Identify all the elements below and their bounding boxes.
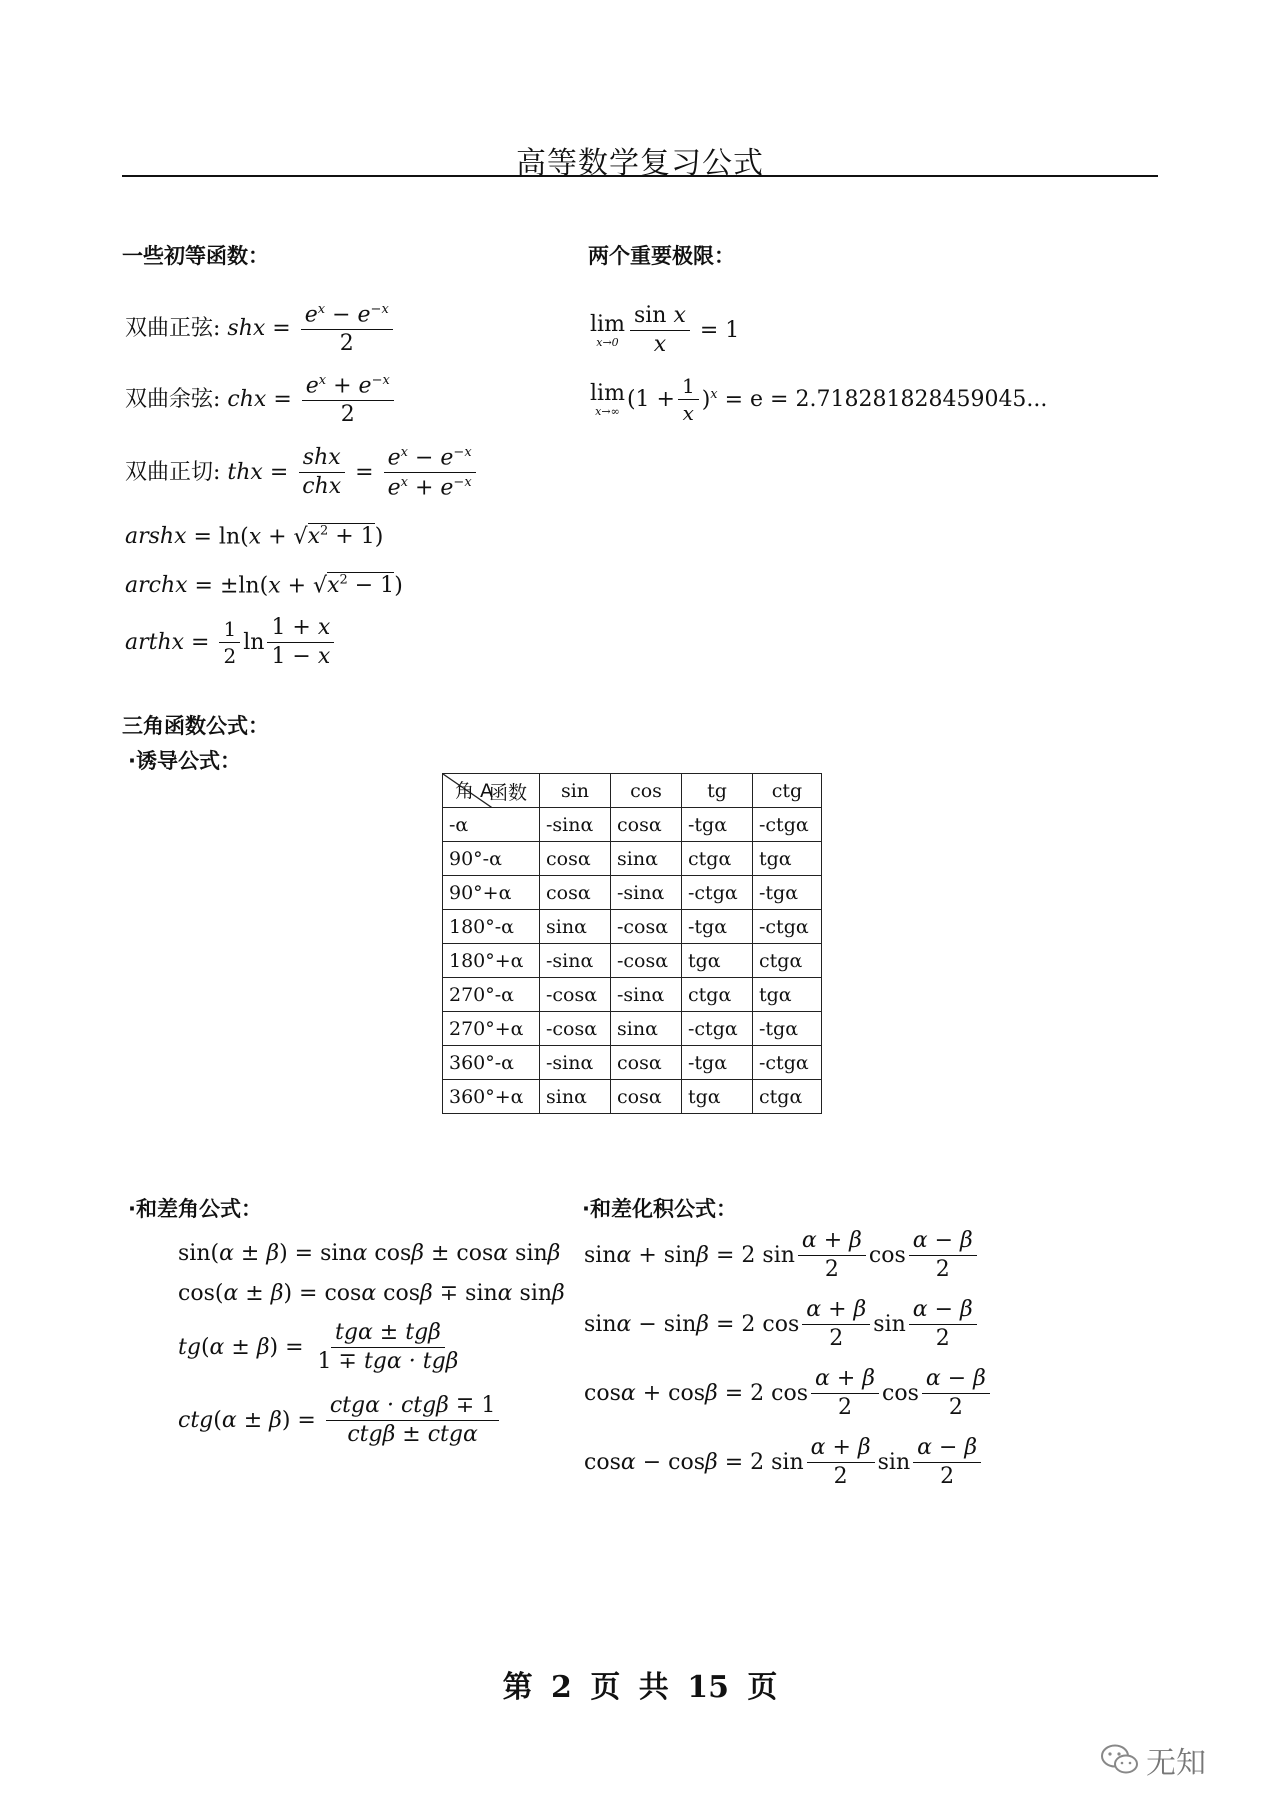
section-important-limits: 两个重要极限： — [588, 244, 735, 268]
table-row — [443, 944, 822, 978]
cosh-label: 双曲余弦 — [125, 387, 214, 413]
formula-sin-sum: sin(α ± β) = sinα cosβ ± cosα sinβ — [178, 1241, 561, 1266]
watermark — [1100, 1738, 1206, 1782]
table-cell: tgα — [753, 978, 822, 1012]
table-row — [443, 842, 822, 876]
table-cell: sinα — [540, 1080, 611, 1114]
formula-limit-sinx: lim x→0 $\frac{\text{sin x}}{x}$ = 1 — [590, 303, 740, 357]
formula-tanh: 双曲正切 : thx = $\frac{\text{shx}}{\text{chx}}$ = $\frac{e^x - e^{-x}}{e^x + e^{-x}}$ — [125, 446, 479, 500]
table-cell: -cosα — [540, 978, 611, 1012]
table-header: ctg — [753, 774, 822, 808]
table-cell: -tgα — [753, 876, 822, 910]
table-cell: -sinα — [540, 944, 611, 978]
table-cell: -cosα — [611, 944, 682, 978]
sinh-label: 双曲正弦 — [125, 316, 214, 342]
table-cell: 360°+α — [443, 1080, 540, 1114]
formula-limit-e: lim x→∞ (1 + $\frac{1}{x}$ )$^x$ = e = 2.718281828459045... — [590, 374, 1048, 425]
table-cell: ctgα — [753, 944, 822, 978]
table-row — [443, 1080, 822, 1114]
table-cell: -sinα — [540, 1046, 611, 1080]
section-trig-formulas: 三角函数公式： — [122, 714, 269, 738]
formula-cos-sum: cos(α ± β) = cosα cosβ ∓ sinα sinβ — [178, 1281, 565, 1306]
header-rule — [122, 175, 1158, 177]
table-cell: tgα — [682, 1080, 753, 1114]
table-cell: ctgα — [682, 842, 753, 876]
tanh-label: 双曲正切 — [125, 459, 214, 485]
table-cell: -ctgα — [682, 1012, 753, 1046]
table-row — [443, 978, 822, 1012]
table-cell: cosα — [611, 1046, 682, 1080]
table-corner-cell — [443, 774, 540, 808]
table-cell: 90°+α — [443, 876, 540, 910]
table-cell: ctgα — [682, 978, 753, 1012]
watermark-text: 无知 — [1146, 1746, 1206, 1781]
corner-label-angle: 角 A — [455, 780, 494, 802]
table-row — [443, 808, 822, 842]
formula-ctg-sum: ctg (α ± β) = $\frac{\text{ctgα · ctgβ ∓ 1}}{\text{ctgβ ± ctgα}}$ — [178, 1395, 502, 1446]
formula-sin-plus-sin: sinα + sinβ = 2 sin $\frac{\alpha + \beta}{2}$ cos $\frac{\alpha - \beta}{2}$ — [584, 1230, 980, 1281]
table-cell: 270°-α — [443, 978, 540, 1012]
table-cell: -tgα — [753, 1012, 822, 1046]
table-cell: cosα — [540, 876, 611, 910]
table-cell: 360°-α — [443, 1046, 540, 1080]
table-cell: sinα — [611, 842, 682, 876]
table-row — [443, 910, 822, 944]
wechat-icon — [1100, 1743, 1140, 1777]
table-cell: -sinα — [540, 808, 611, 842]
table-cell: -tgα — [682, 1046, 753, 1080]
table-cell: -ctgα — [753, 808, 822, 842]
page-title: 高等数学复习公式 — [516, 146, 764, 181]
formula-cos-minus-cos: cosα − cosβ = 2 sin $\frac{\alpha + \beta}{2}$ sin $\frac{\alpha - \beta}{2}$ — [584, 1437, 984, 1488]
formula-cos-plus-cos: cosα + cosβ = 2 cos $\frac{\alpha + \beta}{2}$ cos $\frac{\alpha - \beta}{2}$ — [584, 1368, 993, 1419]
table-cell: 180°+α — [443, 944, 540, 978]
corner-label-function: 函数 — [488, 782, 527, 804]
limit-e-value: e = 2.718281828459045... — [750, 386, 1048, 412]
table-cell: -sinα — [611, 978, 682, 1012]
table-cell: -α — [443, 808, 540, 842]
table-cell: cosα — [611, 808, 682, 842]
section-sum-diff-angle: ·和差角公式： — [128, 1197, 262, 1221]
table-cell: -ctgα — [753, 1046, 822, 1080]
table-row — [443, 876, 822, 910]
table-cell: 270°+α — [443, 1012, 540, 1046]
table-row — [443, 1012, 822, 1046]
table-header: cos — [611, 774, 682, 808]
table-cell: -ctgα — [682, 876, 753, 910]
formula-arsinh: arshx = $\ln(x + √x^2 + 1)$ — [125, 523, 384, 550]
table-row — [443, 1046, 822, 1080]
table-cell: -cosα — [611, 910, 682, 944]
section-induction-formulas: ·诱导公式： — [128, 749, 241, 773]
formula-tg-sum: tg (α ± β) = $\frac{\text{tgα ± tgβ}}{\text{1 ∓ tgα · tgβ}}$ — [178, 1320, 459, 1374]
table-header: tg — [682, 774, 753, 808]
induction-table-wrap — [442, 773, 822, 1114]
table-cell: -tgα — [682, 808, 753, 842]
formula-artanh: arthx = $\frac{1}{2}$ ln $\frac{1 + x}{1 - x}$ — [125, 617, 337, 668]
formula-sinh: 双曲正弦 : shx = $\frac{e^x - e^{-x}}{2}$ — [125, 303, 396, 355]
formula-sin-minus-sin: sinα − sinβ = 2 cos $\frac{\alpha + \beta}{2}$ sin $\frac{\alpha - \beta}{2}$ — [584, 1299, 980, 1350]
table-cell: -cosα — [540, 1012, 611, 1046]
formula-cosh: 双曲余弦 : chx = $\frac{e^x + e^{-x}}{2}$ — [125, 374, 397, 426]
page-number: 第 2 页 共 15 页 — [502, 1670, 778, 1705]
table-cell: sinα — [540, 910, 611, 944]
table-cell: cosα — [611, 1080, 682, 1114]
table-cell: cosα — [540, 842, 611, 876]
table-cell: 90°-α — [443, 842, 540, 876]
formula-arcosh: archx = $\pm\ln(x + √x^2 - 1)$ — [125, 572, 403, 599]
induction-table — [442, 773, 822, 1114]
table-cell: -ctgα — [753, 910, 822, 944]
table-header: sin — [540, 774, 611, 808]
table-cell: tgα — [682, 944, 753, 978]
table-cell: -tgα — [682, 910, 753, 944]
section-elementary-functions: 一些初等函数： — [122, 244, 269, 268]
table-cell: tgα — [753, 842, 822, 876]
section-sum-to-product: ·和差化积公式： — [582, 1197, 737, 1221]
table-cell: sinα — [611, 1012, 682, 1046]
table-cell: ctgα — [753, 1080, 822, 1114]
table-cell: 180°-α — [443, 910, 540, 944]
table-cell: -sinα — [611, 876, 682, 910]
